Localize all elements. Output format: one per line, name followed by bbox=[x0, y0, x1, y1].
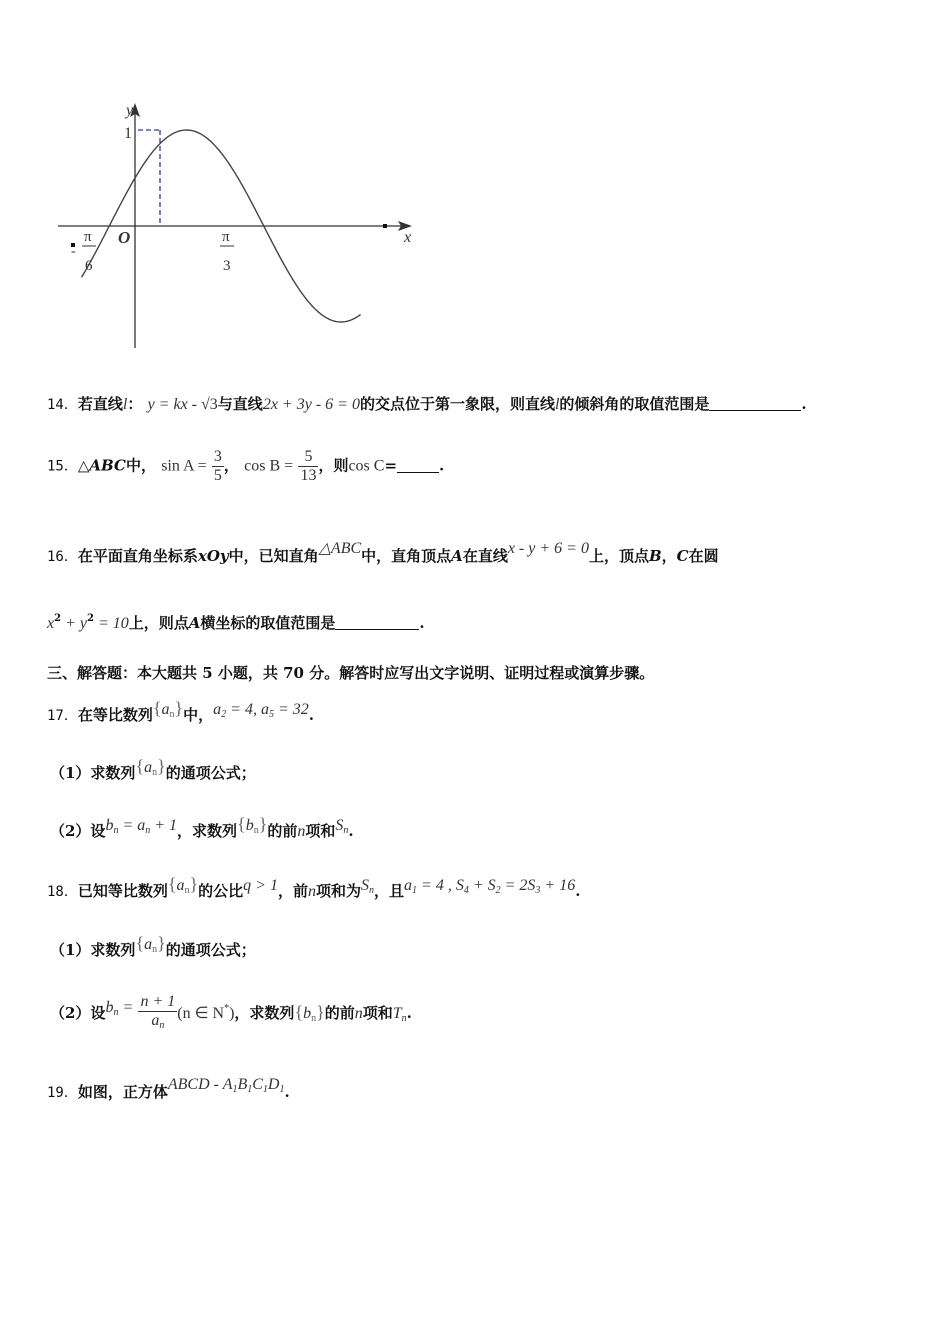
q17-p2-seq: $\{b_n\}$ bbox=[237, 814, 268, 836]
q18-text-3: ，前 bbox=[277, 882, 308, 900]
q18-n: n bbox=[307, 883, 316, 900]
q14-equation-1: y = kx - bbox=[147, 396, 202, 413]
q17-number: 17． bbox=[47, 708, 78, 724]
q17-p2-text-2: ，求数列 bbox=[177, 822, 238, 840]
q14-answer-blank bbox=[709, 396, 801, 411]
origin-label: O bbox=[118, 228, 131, 247]
q18-p2-tn: $T_n$ bbox=[392, 1005, 407, 1024]
q14-equation-2: 2x + 3y - 6 = 0 bbox=[262, 396, 360, 413]
q15-abc: ABC bbox=[89, 456, 126, 475]
q17-p1-text-b: 的通项公式； bbox=[165, 764, 256, 782]
q14-end: . bbox=[801, 395, 807, 413]
q18-condition: $a_1 = 4$ , $S_4 + S_2 = 2S_3 + 16$ bbox=[404, 877, 576, 896]
q15-number: 15． bbox=[47, 458, 78, 475]
q18-p2-text: （2）设 bbox=[50, 1004, 106, 1022]
q18-p1-text: （1）求数列 bbox=[50, 941, 136, 959]
q16-circle-y: + y bbox=[61, 615, 87, 632]
q17-p2-n: n bbox=[297, 823, 306, 840]
question-14 bbox=[47, 393, 807, 414]
q15-answer-blank bbox=[397, 458, 439, 473]
q14-number: 14． bbox=[47, 397, 78, 413]
question-19 bbox=[47, 1076, 290, 1102]
sine-graph bbox=[58, 98, 428, 353]
q14-line-l-2: l bbox=[554, 396, 560, 413]
q16-text-5: 上，顶点 bbox=[588, 547, 649, 565]
q18-p2-text-4: 项和 bbox=[362, 1004, 393, 1022]
y-tick-label: 1 bbox=[124, 125, 132, 142]
q16-text-6: 在圆 bbox=[688, 547, 719, 565]
q14-sqrt3: √3 bbox=[201, 396, 218, 413]
q16-triangle-abc: △ABC bbox=[318, 540, 362, 557]
q16-sq-2: 2 bbox=[86, 613, 94, 624]
q17-text-1: 在等比数列 bbox=[77, 706, 153, 724]
q18-p2-b: $b_n$ = bbox=[105, 999, 134, 1018]
q17-condition: $a_2 = 4$, $a_5 = 32$ bbox=[213, 701, 309, 720]
q16-number: 16． bbox=[47, 549, 78, 565]
question-16 bbox=[47, 538, 719, 566]
q17-p2-def: $b_n = a_n + 1$ bbox=[105, 817, 178, 836]
question-18 bbox=[47, 874, 580, 901]
question-17 bbox=[47, 698, 314, 725]
q14-text-4: 的倾斜角的取值范围是 bbox=[559, 395, 710, 413]
q15-equals: = bbox=[384, 456, 398, 475]
q15-cos-den: 13 bbox=[300, 467, 317, 484]
q15-text-1: 中， bbox=[125, 456, 156, 475]
q17-end: . bbox=[308, 706, 314, 724]
q17-p2-text-3: 的前 bbox=[267, 822, 298, 840]
q15-cosB: cos B = bbox=[244, 457, 294, 475]
q18-seq: $\{a_n\}$ bbox=[167, 874, 199, 896]
q16-point-a-2: A bbox=[188, 614, 201, 632]
q18-number: 18． bbox=[47, 884, 78, 900]
q17-p2-text: （2）设 bbox=[50, 822, 106, 840]
q14-text-1: 若直线 bbox=[77, 395, 123, 413]
q18-p2-seq: $\{b_n\}$ bbox=[294, 1002, 325, 1024]
q16-text-2: 中，已知直角 bbox=[228, 547, 319, 565]
q19-cube: ABCD - $A_1B_1C_1D_1$ bbox=[167, 1076, 285, 1095]
q15-comma: ， bbox=[223, 456, 239, 475]
q16-line-equation: x - y + 6 = 0 bbox=[507, 540, 589, 557]
q14-text-3: 的交点位于第一象限，则直线 bbox=[359, 395, 555, 413]
q19-text-1: 如图，正方体 bbox=[77, 1083, 168, 1101]
x-left-tick-num: π bbox=[84, 229, 92, 245]
section-3-heading: 三、解答题：本大题共 5 小题，共 70 分。解答时应写出文字说明、证明过程或演算步骤。 bbox=[47, 664, 655, 682]
q17-p1-text: （1）求数列 bbox=[50, 764, 136, 782]
q15-sinA: sin A = bbox=[161, 457, 207, 475]
x-axis-label: x bbox=[404, 229, 412, 246]
q15-text-2: ，则 bbox=[318, 456, 349, 475]
q18-p2-text-3: 的前 bbox=[324, 1004, 355, 1022]
q14-line-l: l bbox=[122, 396, 128, 413]
q17-part-1 bbox=[50, 756, 256, 783]
q16-text-4: 在直线 bbox=[462, 547, 508, 565]
question-16-cont bbox=[47, 612, 425, 633]
q16-circle-rest: = 10 bbox=[93, 615, 129, 632]
q16-end: . bbox=[419, 614, 425, 632]
q15-sin-num: 3 bbox=[213, 448, 222, 465]
q17-part-2 bbox=[50, 814, 354, 841]
q15-end: . bbox=[439, 456, 445, 475]
q14-text-2: 与直线 bbox=[217, 395, 263, 413]
q18-text-1: 已知等比数列 bbox=[77, 882, 168, 900]
q17-p2-end: . bbox=[348, 822, 354, 840]
q18-q-cond: q > 1 bbox=[243, 877, 278, 894]
q16-point-c: C bbox=[676, 547, 689, 565]
q18-p2-text-2: ，求数列 bbox=[234, 1004, 295, 1022]
question-15 bbox=[47, 448, 444, 485]
q18-text-5: ，且 bbox=[374, 882, 405, 900]
x-right-tick-num: π bbox=[222, 229, 230, 245]
q16-xoy: xOy bbox=[197, 547, 229, 565]
q16-sq-1: 2 bbox=[54, 613, 62, 624]
y-axis-label: y bbox=[126, 102, 134, 119]
q18-end: . bbox=[575, 882, 581, 900]
q14-colon: ： bbox=[127, 395, 143, 413]
q19-number: 19． bbox=[47, 1085, 78, 1101]
q15-sin-fraction bbox=[212, 448, 224, 485]
q15-triangle: △ bbox=[77, 456, 90, 475]
q17-p1-seq: $\{a_n\}$ bbox=[135, 756, 166, 778]
q18-p1-text-b: 的通项公式； bbox=[165, 941, 256, 959]
q16-circle-x: x bbox=[47, 615, 55, 632]
q16-answer-blank bbox=[335, 615, 419, 630]
q17-text-2: 中， bbox=[183, 706, 214, 724]
q18-text-4: 项和为 bbox=[315, 882, 361, 900]
q18-part-2 bbox=[50, 993, 412, 1035]
q16-text-8: 横坐标的取值范围是 bbox=[200, 614, 336, 632]
q18-p2-end: . bbox=[406, 1004, 412, 1022]
q18-p2-n: n bbox=[354, 1005, 363, 1022]
q18-text-2: 的公比 bbox=[198, 882, 244, 900]
q18-p2-fraction: $\frac{n + 1}{a_n}$ bbox=[140, 993, 176, 1031]
q17-seq: $\{a_n\}$ bbox=[152, 698, 184, 720]
q18-p1-seq: $\{a_n\}$ bbox=[135, 933, 166, 955]
q15-cos-num: 5 bbox=[298, 448, 318, 467]
q18-sn: $S_n$ bbox=[361, 877, 374, 896]
q15-cosC: cos C bbox=[348, 457, 385, 475]
x-left-tick-den: 6 bbox=[85, 258, 93, 274]
q16-text-1: 在平面直角坐标系 bbox=[77, 547, 198, 565]
q17-p2-text-4: 项和 bbox=[305, 822, 336, 840]
q18-part-1 bbox=[50, 933, 256, 960]
q16-point-b: B bbox=[648, 547, 662, 565]
q17-p2-sn: $S_n$ bbox=[335, 817, 349, 836]
right-endpoint bbox=[383, 224, 387, 228]
q16-point-a: A bbox=[451, 547, 463, 565]
x-right-tick-den: 3 bbox=[223, 258, 231, 274]
q16-text-3: 中，直角顶点 bbox=[361, 547, 452, 565]
q15-cos-fraction bbox=[298, 448, 318, 485]
q15-sin-den: 5 bbox=[213, 467, 222, 484]
q18-p2-set: (n ∈ N*) bbox=[177, 1003, 235, 1022]
q19-end: . bbox=[284, 1083, 290, 1101]
x-left-tick-sign: - bbox=[71, 244, 76, 259]
q16-text-7: 上，则点 bbox=[128, 614, 189, 632]
q16-comma: ， bbox=[661, 547, 677, 565]
